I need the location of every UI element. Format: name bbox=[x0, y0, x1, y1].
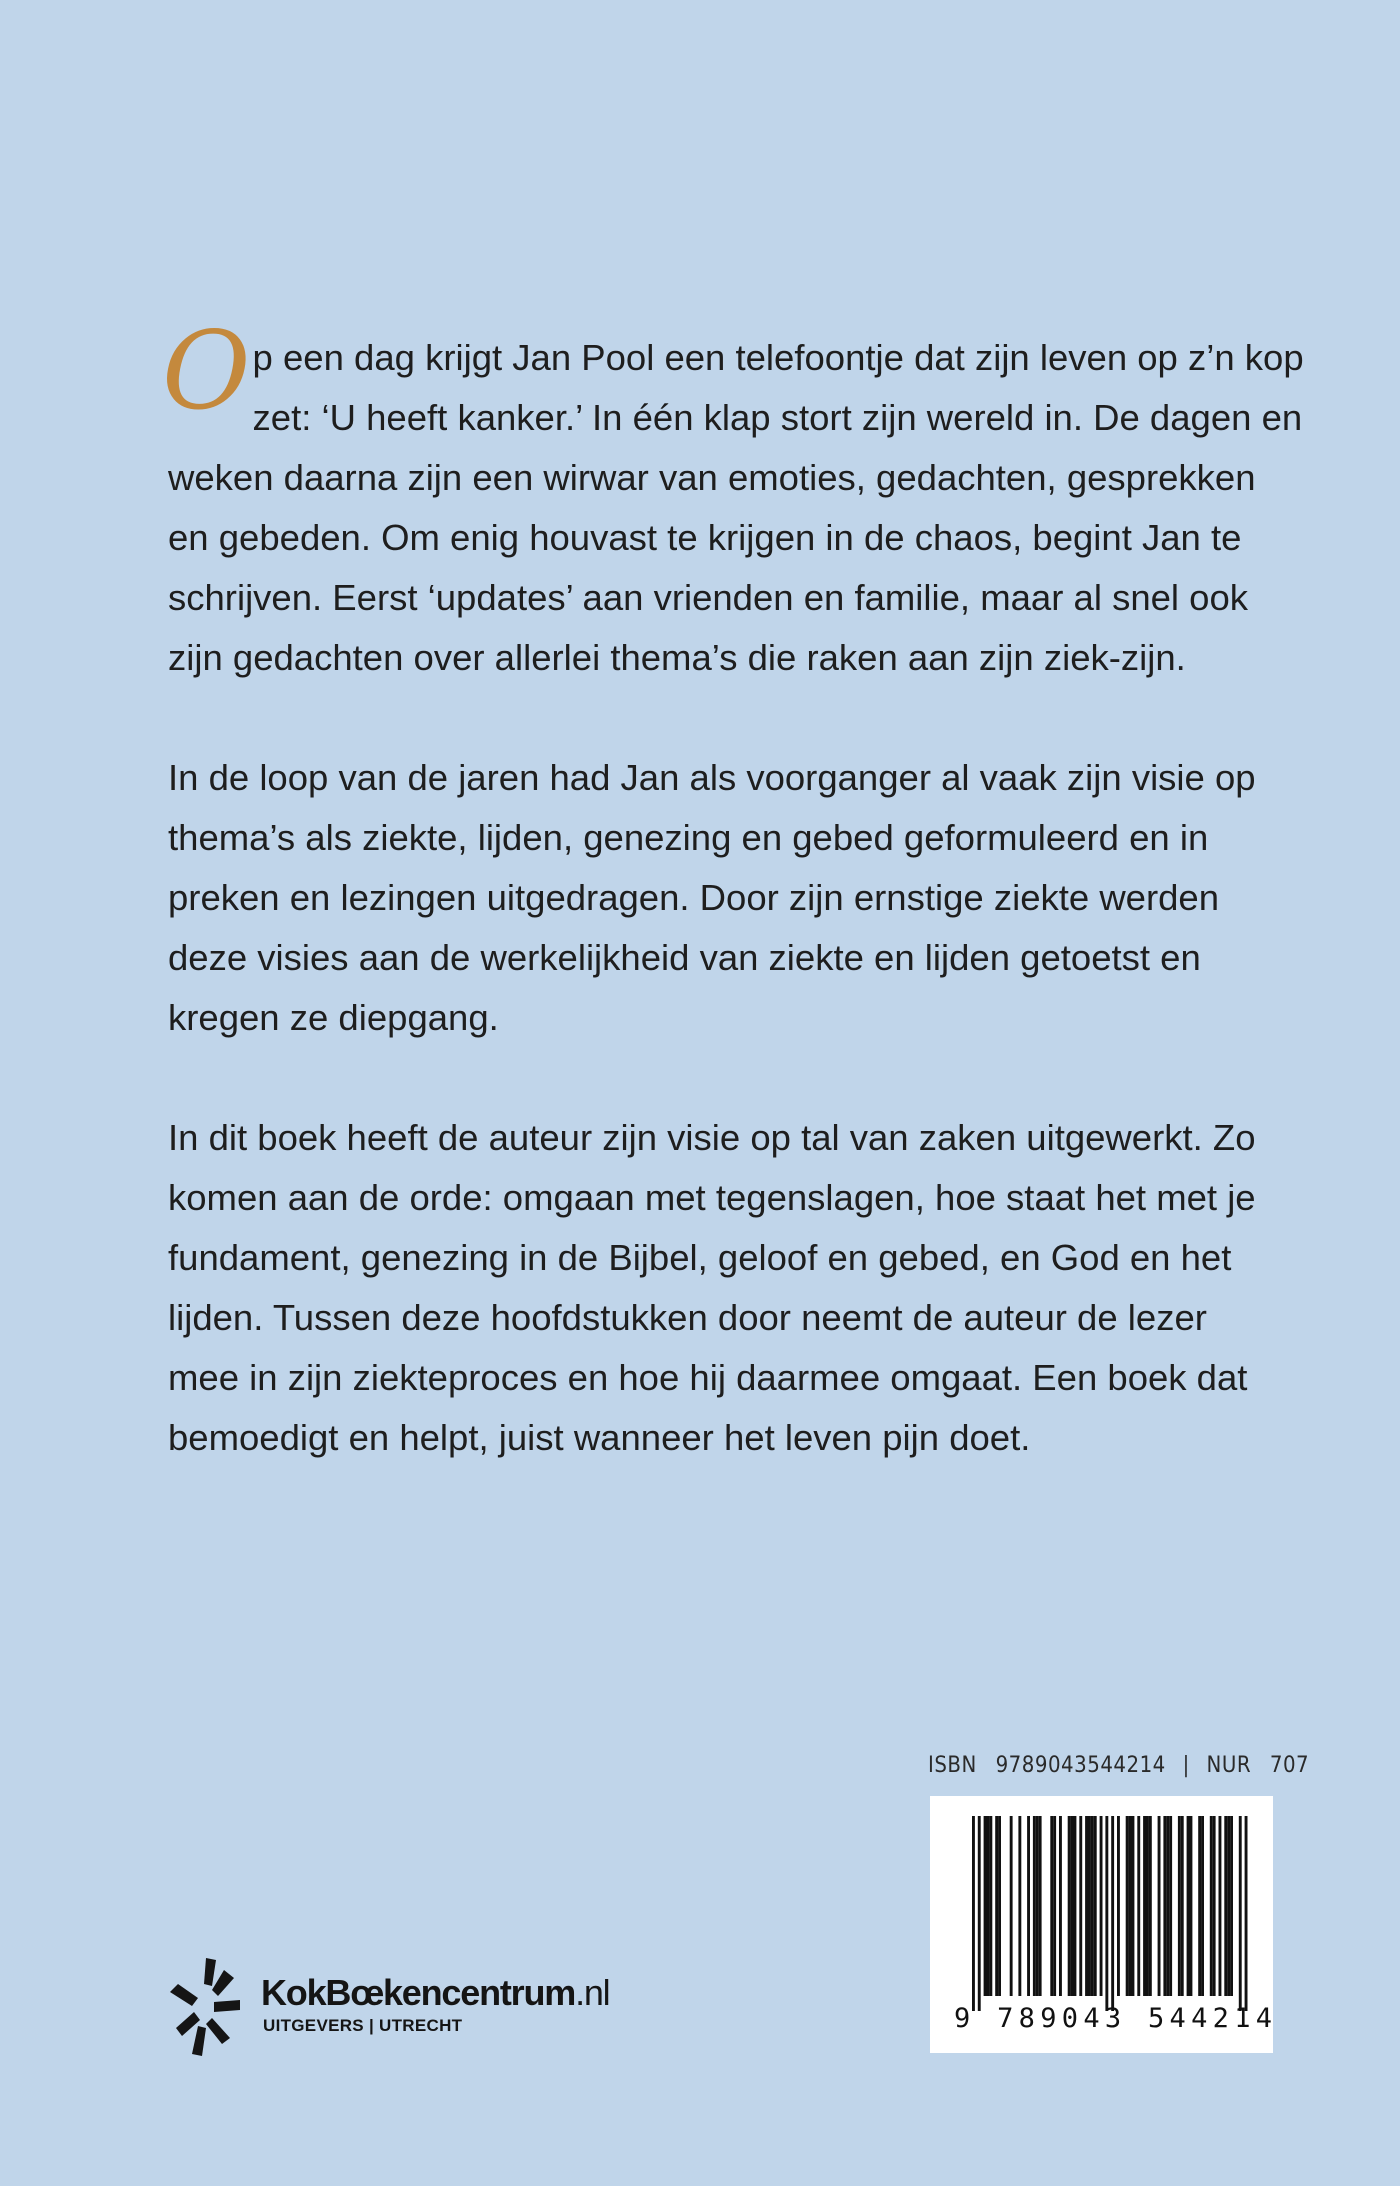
barcode-bar bbox=[1010, 1816, 1013, 1996]
barcode-bar bbox=[1074, 1816, 1077, 1996]
barcode-digits: 9 789043 544214 bbox=[954, 2003, 1278, 2034]
blurb-line: fundament, genezing in de Bijbel, geloof en gebed, en God en het bbox=[168, 1237, 1232, 1278]
back-cover-blurb bbox=[162, 309, 1304, 1468]
publisher-tagline: UITGEVERS | UTRECHT bbox=[263, 2016, 463, 2035]
blurb-line: bemoedigt en helpt, juist wanneer het leven pijn doet. bbox=[168, 1417, 1031, 1458]
blurb-line: zet: ‘U heeft kanker.’ In één klap stort zijn wereld in. De dagen en bbox=[252, 397, 1303, 438]
blurb-line: thema’s als ziekte, lijden, genezing en gebed geformuleerd en in bbox=[168, 817, 1209, 858]
barcode-bar bbox=[1169, 1816, 1172, 1996]
barcode-bar bbox=[1129, 1816, 1132, 1996]
barcode-bar bbox=[1036, 1816, 1039, 1996]
publisher-name-text: KokBœkencentrum bbox=[261, 1972, 576, 2013]
barcode-bar bbox=[1071, 1816, 1074, 1996]
barcode-bar bbox=[1219, 1816, 1222, 1996]
blurb-line: deze visies aan de werkelijkheid van ziekte en lijden getoetst en bbox=[168, 937, 1201, 978]
blurb-line: kregen ze diepgang. bbox=[168, 997, 499, 1038]
barcode-bar bbox=[1091, 1816, 1094, 1996]
barcode-bar bbox=[998, 1816, 1001, 1996]
isbn-nur-line bbox=[928, 1753, 1309, 1778]
barcode-bar bbox=[1053, 1816, 1056, 1996]
drop-cap: O bbox=[162, 309, 251, 434]
barcode-bar bbox=[1111, 1816, 1114, 2011]
barcode bbox=[930, 1796, 1278, 2053]
blurb-line: schrijven. Eerst ‘updates’ aan vrienden en familie, maar al snel ook bbox=[168, 577, 1249, 618]
blurb-line: zijn gedachten over allerlei thema’s die raken aan zijn ziek-zijn. bbox=[168, 637, 1186, 678]
barcode-bar bbox=[1059, 1816, 1062, 1996]
barcode-bar bbox=[1088, 1816, 1091, 1996]
barcode-bar bbox=[1227, 1816, 1230, 1996]
nur-number: 707 bbox=[1269, 1753, 1310, 1778]
nur-label: NUR bbox=[1206, 1753, 1252, 1778]
publisher-logo bbox=[168, 1952, 648, 2062]
barcode-bar bbox=[984, 1816, 987, 1996]
barcode-bar bbox=[1033, 1816, 1036, 1996]
barcode-bar bbox=[1143, 1816, 1146, 1996]
barcode-bar bbox=[1027, 1816, 1030, 1996]
barcode-bar bbox=[995, 1816, 998, 1996]
publisher-tld: .nl bbox=[575, 1972, 610, 2013]
blurb-line: en gebeden. Om enig houvast te krijgen in de chaos, begint Jan te bbox=[168, 517, 1242, 558]
barcode-bar bbox=[1239, 1816, 1242, 2011]
barcode-bar bbox=[978, 1816, 981, 2011]
barcode-bar bbox=[1137, 1816, 1140, 1996]
isbn-label: ISBN bbox=[928, 1753, 977, 1778]
barcode-bar bbox=[1158, 1816, 1161, 1996]
barcode-bar bbox=[1230, 1816, 1233, 1996]
blurb-paragraph-3 bbox=[168, 1108, 1258, 1468]
barcode-bar bbox=[1079, 1816, 1082, 1996]
barcode-bar bbox=[1117, 1816, 1120, 1996]
barcode-bar bbox=[972, 1816, 975, 2011]
blurb-line: mee in zijn ziekteproces en hoe hij daarmee omgaat. Een boek dat bbox=[168, 1357, 1248, 1398]
publisher-name bbox=[261, 1972, 609, 2014]
barcode-bar bbox=[1198, 1816, 1201, 1996]
barcode-bar bbox=[989, 1816, 992, 1996]
barcode-bar bbox=[1163, 1816, 1166, 1996]
barcode-bar bbox=[1068, 1816, 1071, 1996]
barcode-bar bbox=[1190, 1816, 1193, 1996]
blurb-paragraph-1 bbox=[162, 309, 1304, 688]
barcode-bar bbox=[1018, 1816, 1021, 1996]
separator: | bbox=[1182, 1753, 1190, 1778]
barcode-bar bbox=[1085, 1816, 1088, 1996]
barcode-bar bbox=[1245, 1816, 1248, 2011]
barcode-bar bbox=[1224, 1816, 1227, 1996]
barcode-bar bbox=[1132, 1816, 1135, 1996]
barcode-bar bbox=[1201, 1816, 1204, 1996]
barcode-bar bbox=[1100, 1816, 1103, 1996]
barcode-bar bbox=[1178, 1816, 1181, 1996]
barcode-bar bbox=[1094, 1816, 1097, 1996]
blurb-line: preken en lezingen uitgedragen. Door zijn ernstige ziekte werden bbox=[168, 877, 1220, 918]
barcode-bar bbox=[1166, 1816, 1169, 1996]
blurb-line: In de loop van de jaren had Jan als voorganger al vaak zijn visie op bbox=[168, 757, 1256, 798]
blurb-line: p een dag krijgt Jan Pool een telefoontje dat zijn leven op z’n kop bbox=[252, 337, 1304, 378]
barcode-bar bbox=[1105, 1816, 1108, 2011]
blurb-line: lijden. Tussen deze hoofdstukken door neemt de auteur de lezer bbox=[168, 1297, 1207, 1338]
publisher-logo-icon bbox=[168, 1952, 248, 2062]
barcode-bar bbox=[1187, 1816, 1190, 1996]
barcode-bar bbox=[1039, 1816, 1042, 1996]
barcode-bar bbox=[1146, 1816, 1149, 1996]
barcode-bar bbox=[1213, 1816, 1216, 1996]
barcode-bar bbox=[1210, 1816, 1213, 1996]
barcode-bar bbox=[1126, 1816, 1129, 1996]
barcode-bar bbox=[1181, 1816, 1184, 1996]
blurb-paragraph-2 bbox=[168, 748, 1258, 1048]
isbn-number: 9789043544214 bbox=[995, 1753, 1166, 1778]
barcode-bar bbox=[1149, 1816, 1152, 1996]
blurb-line: weken daarna zijn een wirwar van emoties, gedachten, gesprekken bbox=[168, 457, 1256, 498]
barcode-bar bbox=[1050, 1816, 1053, 1996]
blurb-line: komen aan de orde: omgaan met tegenslagen, hoe staat het met je bbox=[168, 1177, 1256, 1218]
blurb-line: In dit boek heeft de auteur zijn visie op tal van zaken uitgewerkt. Zo bbox=[168, 1117, 1256, 1158]
barcode-bar bbox=[987, 1816, 990, 1996]
